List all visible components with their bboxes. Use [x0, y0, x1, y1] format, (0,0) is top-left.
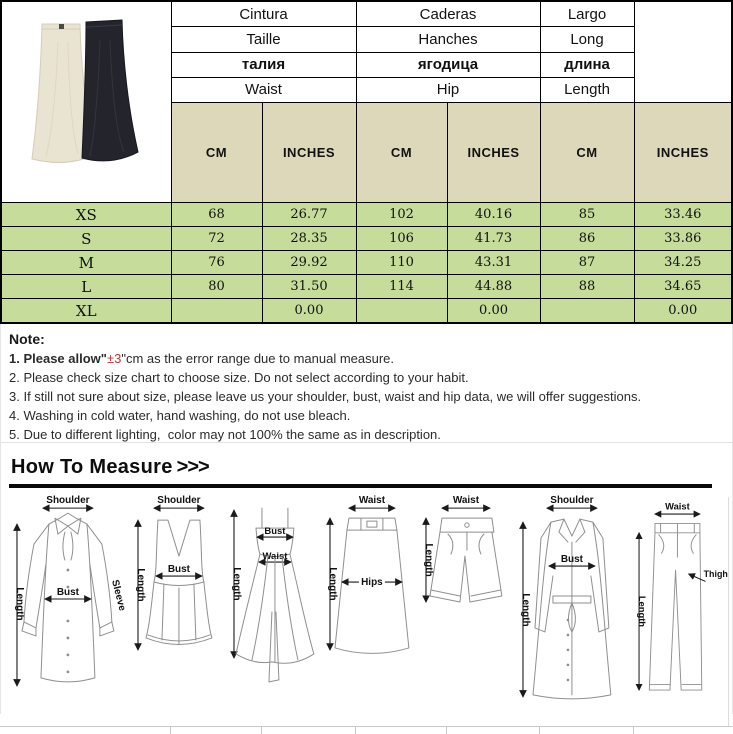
notes-heading: Note: [9, 331, 45, 347]
length-label: Length [134, 568, 146, 602]
value-cell: 110 [356, 251, 447, 275]
note-1-tolerance: ±3 [106, 351, 122, 366]
length-label: Length [13, 587, 25, 621]
size-row-l [1, 275, 732, 299]
pants-diagram [625, 492, 730, 714]
how-to-measure-section [0, 442, 733, 714]
header-hip-es: Caderas [356, 1, 540, 27]
size-row-s [1, 227, 732, 251]
skirt-tag [59, 24, 64, 29]
value-cell: 29.92 [262, 251, 356, 275]
value-cell: 43.31 [447, 251, 540, 275]
length-label: Length [230, 567, 242, 601]
value-cell: 40.16 [447, 203, 540, 227]
measure-diagrams [1, 488, 732, 714]
value-cell: 34.25 [634, 251, 732, 275]
value-cell: 102 [356, 203, 447, 227]
note-1-rest: "cm as the error range due to manual measure. [121, 351, 395, 366]
shoulder-label: Shoulder [550, 495, 594, 507]
note-item-5: 5. Due to different lighting, color may not 100% the same as in description. [9, 427, 441, 442]
size-row-xs [1, 203, 732, 227]
unit-cm: CM [171, 103, 262, 203]
note-item-4: 4. Washing in cold water, hand washing, do not use bleach. [9, 408, 351, 423]
header-hip-ru: ягодица [356, 52, 540, 77]
waist-label: Waist [453, 495, 480, 507]
header-hip-fr: Hanches [356, 27, 540, 52]
note-item-1 [9, 349, 724, 368]
value-cell: 33.86 [634, 227, 732, 251]
header-length-fr: Long [540, 27, 634, 52]
value-cell: 44.88 [447, 275, 540, 299]
chevrons-icon: >>> [176, 456, 209, 478]
value-cell: 28.35 [262, 227, 356, 251]
length-label: Length [520, 593, 532, 627]
length-label: Length [326, 567, 338, 601]
size-label: S [1, 227, 171, 251]
bust-label: Bust [561, 554, 584, 566]
how-to-measure-title [1, 443, 732, 481]
sleeve-label: Sleeve [109, 578, 128, 613]
waist-label: Waist [665, 501, 690, 512]
product-photo-cell [1, 1, 171, 203]
coat-diagram [513, 492, 625, 714]
cropped-grid-edge [728, 497, 729, 727]
size-label: XS [1, 203, 171, 227]
value-cell: 88 [540, 275, 634, 299]
header-length-es: Largo [540, 1, 634, 27]
value-cell: 31.50 [262, 275, 356, 299]
skirt-diagram [321, 492, 419, 714]
unit-cm: CM [356, 103, 447, 203]
size-label: L [1, 275, 171, 299]
shoulder-label: Shoulder [46, 495, 90, 507]
value-cell: 68 [171, 203, 262, 227]
length-label: Length [423, 543, 435, 577]
bust-label: Bust [264, 526, 286, 538]
vest-diagram [128, 492, 226, 714]
skirts-product-image [2, 2, 170, 198]
size-chart-table [0, 0, 733, 324]
value-cell: 80 [171, 275, 262, 299]
size-label: M [1, 251, 171, 275]
notes-section [0, 324, 733, 442]
bust-label: Bust [167, 564, 190, 576]
value-cell: 33.46 [634, 203, 732, 227]
waist-label: Waist [358, 495, 385, 507]
value-cell: 106 [356, 227, 447, 251]
thigh-label: Thigh [703, 568, 728, 579]
dress-diagram [226, 492, 321, 714]
header-length-ru: длина [540, 52, 634, 77]
shoulder-label: Shoulder [157, 495, 201, 507]
blouse-diagram [3, 492, 128, 714]
value-cell: 72 [171, 227, 262, 251]
unit-cm: CM [540, 103, 634, 203]
value-cell: 86 [540, 227, 634, 251]
value-cell [171, 299, 262, 324]
header-waist-ru: талия [171, 52, 356, 77]
note-item-2: 2. Please check size chart to choose size. Do not select according to your habit. [9, 370, 469, 385]
value-cell: 114 [356, 275, 447, 299]
header-hip-en: Hip [356, 77, 540, 102]
length-label: Length [637, 595, 648, 628]
unit-inches: INCHES [447, 103, 540, 203]
size-row-xl [1, 299, 732, 324]
hips-label: Hips [360, 577, 383, 589]
size-row-m [1, 251, 732, 275]
bust-label: Bust [56, 587, 79, 599]
header-length-en: Length [540, 77, 634, 102]
header-row-spanish [1, 1, 732, 27]
unit-inches: INCHES [634, 103, 732, 203]
value-cell: 87 [540, 251, 634, 275]
value-cell: 76 [171, 251, 262, 275]
unit-inches: INCHES [262, 103, 356, 203]
note-1-bold: 1. Please allow" [9, 351, 107, 366]
value-cell: 0.00 [634, 299, 732, 324]
value-cell [540, 299, 634, 324]
value-cell: 26.77 [262, 203, 356, 227]
shorts-diagram [418, 492, 513, 714]
value-cell: 34.65 [634, 275, 732, 299]
size-label: XL [1, 299, 171, 324]
header-waist-fr: Taille [171, 27, 356, 52]
title-text: How To Measure [11, 456, 173, 478]
note-item-3: 3. If still not sure about size, please leave us your shoulder, bust, waist and hip data, we will offer suggestions. [9, 389, 642, 404]
header-waist-es: Cintura [171, 1, 356, 27]
value-cell: 0.00 [447, 299, 540, 324]
value-cell: 0.00 [262, 299, 356, 324]
cropped-next-table-row [0, 726, 733, 734]
value-cell: 85 [540, 203, 634, 227]
value-cell [356, 299, 447, 324]
waist-label: Waist [262, 551, 288, 563]
header-waist-en: Waist [171, 77, 356, 102]
value-cell: 41.73 [447, 227, 540, 251]
